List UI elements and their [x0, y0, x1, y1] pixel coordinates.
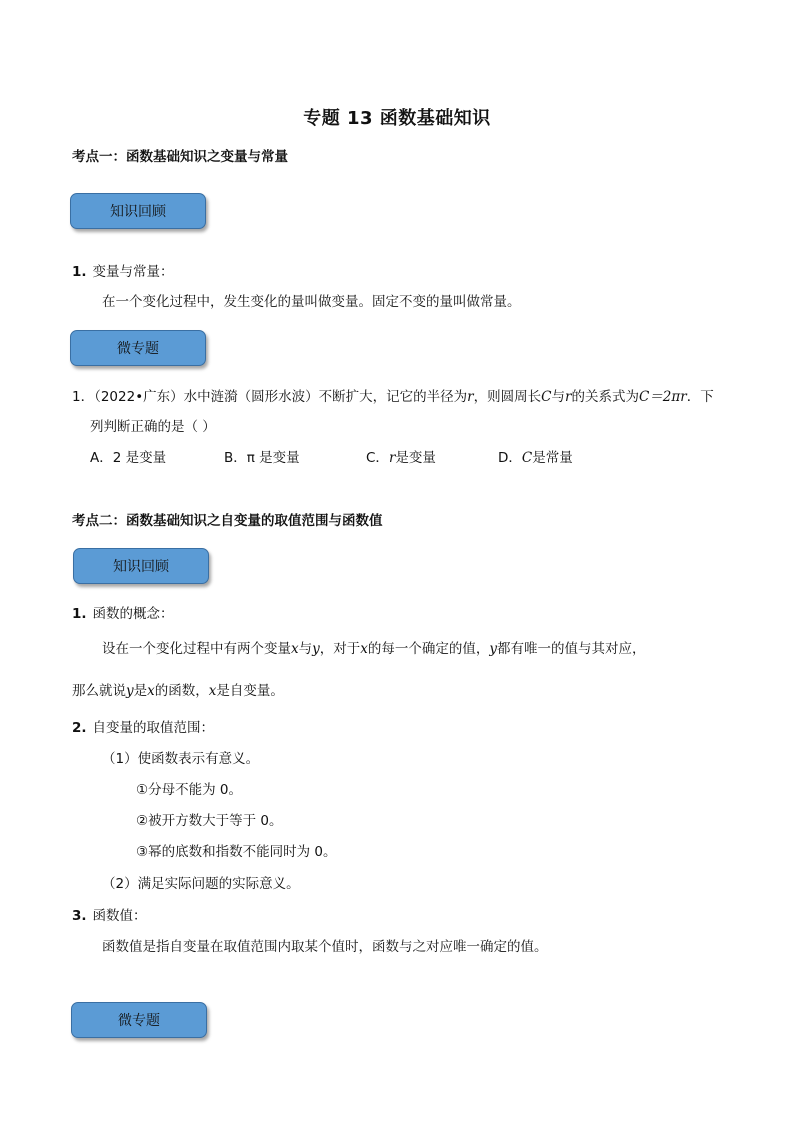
- def-text: 设在一个变化过程中有两个变量: [102, 641, 291, 657]
- tag-label: 微专题: [117, 341, 159, 357]
- problem-text: 与: [551, 389, 565, 405]
- tag-label: 微专题: [118, 1013, 160, 1029]
- option-suffix: 是变量: [395, 450, 436, 466]
- knowledge-item-variable-constant: [72, 260, 174, 280]
- knowledge-item-domain: [72, 716, 214, 736]
- option-d: [498, 446, 573, 466]
- item-number: 1.: [72, 264, 87, 280]
- def-text: 是自变量。: [216, 683, 284, 699]
- domain-sub-1: （1）使函数表示有意义。: [102, 751, 260, 767]
- knowledge-text-variable-constant: 在一个变化过程中，发生变化的量叫做变量。固定不变的量叫做常量。: [102, 294, 521, 310]
- tag-label: 知识回顾: [110, 204, 166, 220]
- var-r: r: [388, 450, 396, 466]
- var-x: x: [291, 641, 299, 657]
- option-prefix: C．: [366, 450, 389, 466]
- domain-condition-1: ①分母不能为 0。: [136, 782, 242, 798]
- problem-text: ，则圆周长: [473, 389, 542, 405]
- option-a: A．2 是变量: [90, 450, 167, 466]
- item-label: 变量与常量：: [92, 264, 174, 280]
- def-text: 那么就说: [72, 683, 126, 699]
- option-b: B．π 是变量: [224, 450, 300, 466]
- item-label: 函数值：: [92, 908, 147, 924]
- var-y: y: [489, 641, 498, 657]
- problem-text: 的关系式为: [571, 389, 639, 405]
- def-text: 是: [133, 683, 148, 699]
- var-x: x: [360, 641, 368, 657]
- option-prefix: D．: [498, 450, 522, 466]
- knowledge-review-tag-2: [73, 548, 209, 584]
- problem-number: 1．: [72, 389, 95, 405]
- var-y: y: [312, 641, 320, 657]
- problem-1-line-1: [72, 385, 714, 405]
- problem-text: ．下: [686, 389, 714, 405]
- option-c: [366, 446, 436, 466]
- knowledge-review-tag-1: [70, 193, 206, 229]
- item-number: 1.: [72, 606, 87, 622]
- micro-topic-tag-1: [70, 330, 206, 366]
- var-x: x: [208, 683, 217, 699]
- function-definition-line-2: [72, 679, 284, 699]
- def-text: 的每一个确定的值，: [367, 641, 490, 657]
- problem-1-line-2: 列判断正确的是（ ）: [90, 419, 216, 435]
- page-title: 专题 13 函数基础知识: [303, 108, 491, 129]
- function-definition-line-1: [102, 637, 646, 657]
- formula: C＝2πr: [638, 389, 687, 405]
- def-text: 与: [298, 641, 313, 657]
- knowledge-item-function-value: [72, 904, 147, 924]
- var-c: C: [521, 450, 533, 466]
- knowledge-item-function-concept: [72, 602, 174, 622]
- section-heading-1: 考点一：函数基础知识之变量与常量: [72, 149, 288, 165]
- domain-sub-2: （2）满足实际问题的实际意义。: [102, 876, 300, 892]
- tag-label: 知识回顾: [113, 559, 169, 575]
- def-text: ，对于: [319, 641, 361, 657]
- var-r: r: [564, 389, 572, 405]
- domain-condition-2: ②被开方数大于等于 0。: [136, 813, 283, 829]
- item-label: 函数的概念：: [92, 606, 174, 622]
- item-label: 自变量的取值范围：: [92, 720, 215, 736]
- item-number: 2.: [72, 720, 87, 736]
- var-r: r: [467, 389, 474, 405]
- option-suffix: 是常量: [532, 450, 573, 466]
- def-text: 都有唯一的值与其对应，: [497, 641, 646, 657]
- function-value-text: 函数值是指自变量在取值范围内取某个值时，函数与之对应唯一确定的值。: [102, 939, 548, 955]
- section-heading-2: 考点二：函数基础知识之自变量的取值范围与函数值: [72, 513, 383, 529]
- def-text: 的函数，: [154, 683, 209, 699]
- var-y: y: [126, 683, 134, 699]
- domain-condition-3: ③幂的底数和指数不能同时为 0。: [136, 844, 337, 860]
- item-number: 3.: [72, 908, 87, 924]
- var-c: C: [541, 389, 552, 405]
- problem-text: （2022•广东）水中涟漪（圆形水波）不断扩大，记它的半径为: [94, 389, 468, 405]
- micro-topic-tag-2: [71, 1002, 207, 1038]
- var-x: x: [147, 683, 155, 699]
